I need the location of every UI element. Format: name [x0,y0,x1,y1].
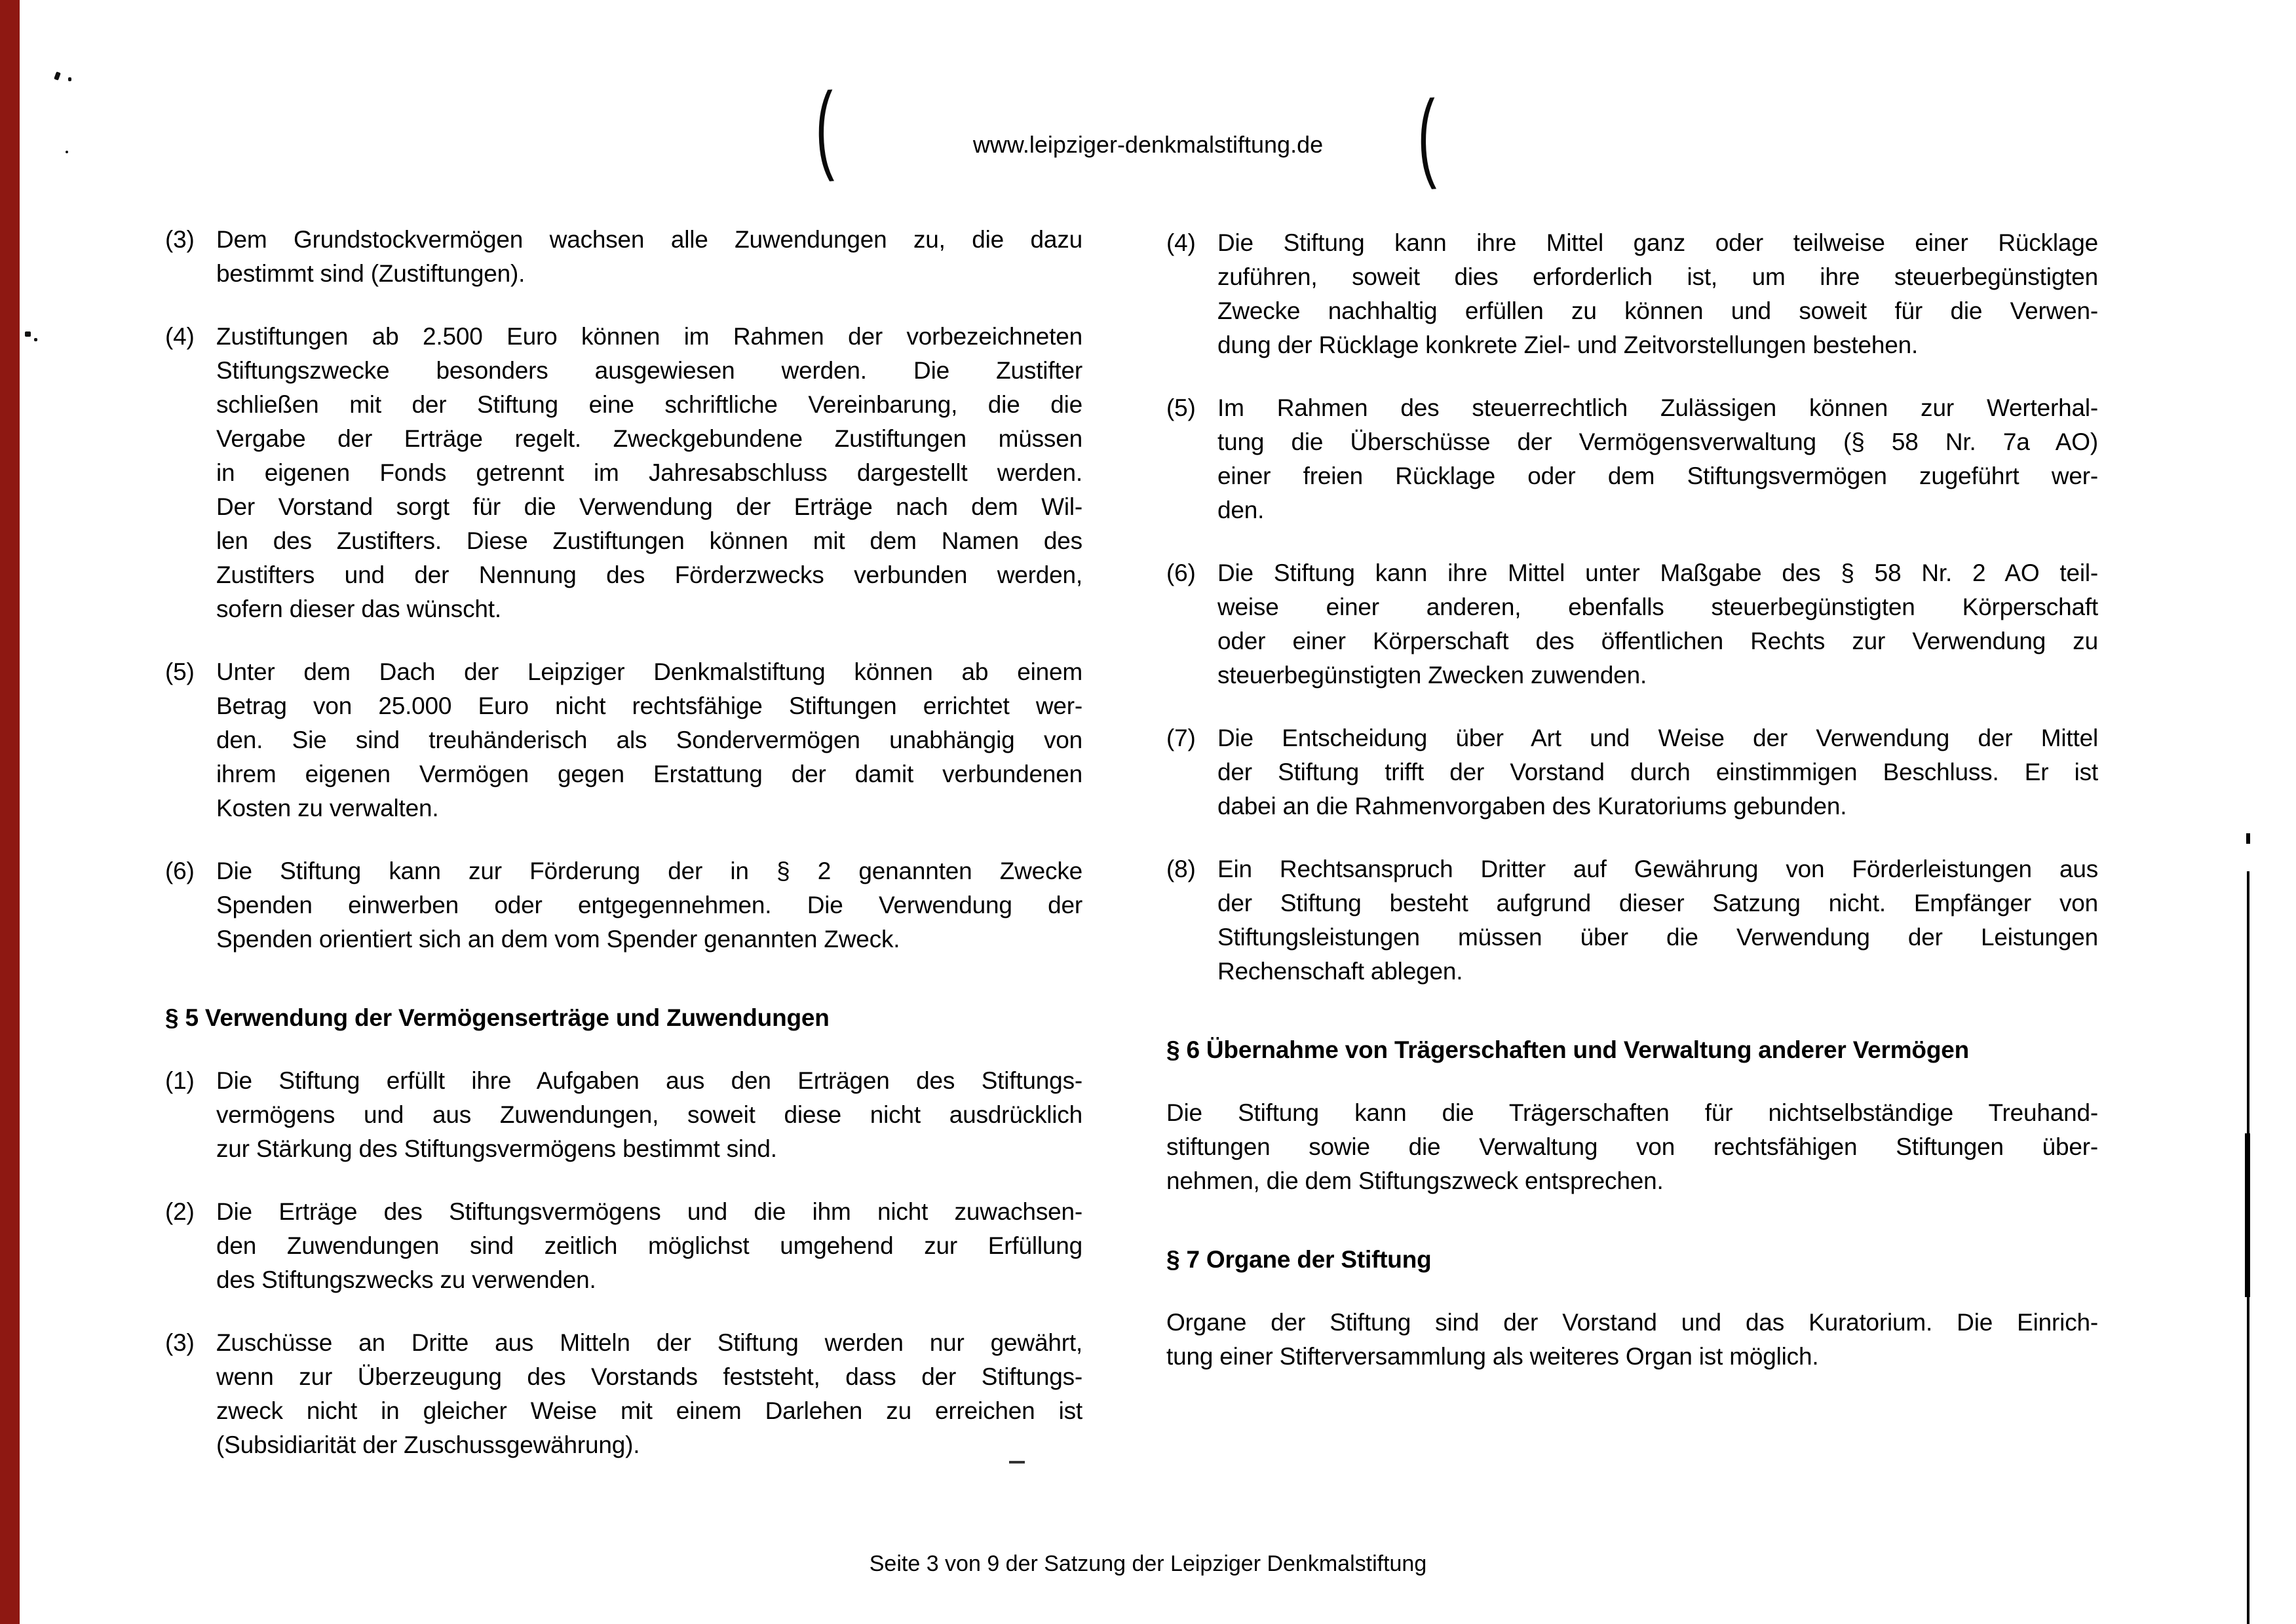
text-line: den Zuwendungen sind zeitlich möglichst umgehend zur Erfüllung [216,1232,1082,1259]
text-line: Zwecke nachhaltig erfüllen zu können und soweit für die Verwen- [1217,297,2098,324]
paragraph-number: (5) [1166,394,1196,421]
paragraph-number: (6) [165,858,195,884]
scan-speck [68,77,71,81]
text-line: Kosten zu verwalten. [216,795,439,821]
text-line: der Stiftung trifft der Vorstand durch einstimmigen Beschluss. Er ist [1217,759,2098,785]
page-footer: Seite 3 von 9 der Satzung der Leipziger Denkmalstiftung [869,1551,1427,1576]
numbered-paragraph [1166,556,2098,692]
text-line: sofern dieser das wünscht. [216,595,501,622]
scan-artifact-vertical-line-blob [2245,1133,2250,1297]
text-line: weise einer anderen, ebenfalls steuerbegünstigten Körperschaft [1217,594,2098,620]
paragraph-number: (6) [1166,559,1196,586]
numbered-paragraph [165,655,1082,825]
text-line: Die Stiftung kann zur Förderung der in § 2 genannten Zwecke [216,858,1082,884]
text-line: wenn zur Überzeugung des Vorstands feststeht, dass der Stiftungs- [216,1363,1082,1390]
right-text-column [1166,226,2098,1403]
left-text-column [165,223,1082,1491]
text-line: nehmen, die dem Stiftungszweck entsprechen. [1166,1167,1664,1194]
text-line: Unter dem Dach der Leipziger Denkmalstiftung können ab einem [216,658,1082,685]
text-line: Spenden orientiert sich an dem vom Spender genannten Zweck. [216,926,900,953]
paragraph-number: (4) [1166,229,1196,256]
text-line: Die Stiftung erfüllt ihre Aufgaben aus den Erträgen des Stiftungs- [216,1067,1082,1094]
section-heading: § 6 Übernahme von Trägerschaften und Verwaltung anderer Vermögen [1166,1036,1970,1063]
paragraph-number: (5) [165,658,195,685]
scan-edge-red-bar [0,0,20,1624]
text-line: ihrem eigenen Vermögen gegen Erstattung der damit verbundenen [216,761,1082,787]
section-heading: § 7 Organe der Stiftung [1166,1246,1432,1273]
scan-speck [1009,1461,1025,1463]
paragraph [1166,1096,2098,1198]
paragraph [1166,1306,2098,1374]
text-line: Stiftungszwecke besonders ausgewiesen werden. Die Zustifter [216,357,1082,384]
text-line: Spenden einwerben oder entgegennehmen. Die Verwendung der [216,892,1082,918]
numbered-paragraph [165,1326,1082,1462]
scan-artifact-paren-left: ( [814,71,835,183]
text-line: in eigenen Fonds getrennt im Jahresabschluss dargestellt werden. [216,459,1082,486]
text-line: Die Entscheidung über Art und Weise der Verwendung der Mittel [1217,725,2098,751]
text-line: zur Stärkung des Stiftungsvermögens bestimmt sind. [216,1135,777,1162]
scan-speck [54,71,61,81]
section-heading: § 5 Verwendung der Vermögenserträge und Zuwendungen [165,1004,830,1031]
text-line: Ein Rechtsanspruch Dritter auf Gewährung von Förderleistungen aus [1217,856,2098,882]
numbered-paragraph [165,320,1082,626]
scan-artifact-vertical-tick [2246,833,2250,844]
text-line: schließen mit der Stiftung eine schriftliche Vereinbarung, die die [216,391,1082,418]
text-line: Vergabe der Erträge regelt. Zweckgebundene Zustiftungen müssen [216,425,1082,452]
text-line: zuführen, soweit dies erforderlich ist, um ihre steuerbegünstigten [1217,263,2098,290]
text-line: dung der Rücklage konkrete Ziel- und Zeitvorstellungen bestehen. [1217,331,1919,358]
paragraph-number: (7) [1166,725,1196,751]
text-line: einer freien Rücklage oder dem Stiftungsvermögen zugeführt wer- [1217,463,2098,489]
scan-speck [25,331,31,337]
numbered-paragraph [165,1064,1082,1166]
text-line: Die Stiftung kann ihre Mittel unter Maßgabe des § 58 Nr. 2 AO teil- [1217,559,2098,586]
text-line: Zustifters und der Nennung des Förderzwecks verbunden werden, [216,561,1082,588]
text-line: den. [1217,497,1265,523]
text-line: tung die Überschüsse der Vermögensverwaltung (§ 58 Nr. 7a AO) [1217,428,2098,455]
text-line: dabei an die Rahmenvorgaben des Kuratoriums gebunden. [1217,793,1847,820]
numbered-paragraph [1166,852,2098,989]
text-line: zweck nicht in gleicher Weise mit einem Darlehen zu erreichen ist [216,1397,1082,1424]
text-line: Organe der Stiftung sind der Vorstand und das Kuratorium. Die Einrich- [1166,1309,2098,1336]
text-line: Der Vorstand sorgt für die Verwendung der Erträge nach dem Wil- [216,493,1082,520]
scan-artifact-paren-right: ( [1416,79,1437,191]
paragraph-number: (4) [165,323,195,350]
scan-speck [66,151,68,153]
numbered-paragraph [1166,226,2098,362]
paragraph-number: (2) [165,1198,195,1225]
text-line: Rechenschaft ablegen. [1217,958,1463,985]
numbered-paragraph [165,854,1082,956]
text-line: steuerbegünstigten Zwecken zuwenden. [1217,662,1647,689]
text-line: bestimmt sind (Zustiftungen). [216,260,526,287]
text-line: Die Stiftung kann die Trägerschaften für nichtselbständige Treuhand- [1166,1099,2098,1126]
text-line: (Subsidiarität der Zuschussgewährung). [216,1431,640,1458]
text-line: stiftungen sowie die Verwaltung von rechtsfähigen Stiftungen über- [1166,1133,2098,1160]
text-line: Betrag von 25.000 Euro nicht rechtsfähige Stiftungen errichtet wer- [216,692,1082,719]
text-line: len des Zustifters. Diese Zustiftungen können mit dem Namen des [216,527,1082,554]
text-line: den. Sie sind treuhänderisch als Sondervermögen unabhängig von [216,727,1082,753]
paragraph-number: (3) [165,226,195,253]
paragraph-number: (3) [165,1329,195,1356]
text-line: vermögens und aus Zuwendungen, soweit diese nicht ausdrücklich [216,1101,1082,1128]
text-line: Die Erträge des Stiftungsvermögens und die ihm nicht zuwachsen- [216,1198,1082,1225]
paragraph-number: (8) [1166,856,1196,882]
scan-speck [34,338,37,341]
text-line: Die Stiftung kann ihre Mittel ganz oder teilweise einer Rücklage [1217,229,2098,256]
text-line: oder einer Körperschaft des öffentlichen Rechts zur Verwendung zu [1217,628,2098,654]
header-url: www.leipziger-denkmalstiftung.de [972,131,1324,158]
text-line: tung einer Stifterversammlung als weiteres Organ ist möglich. [1166,1343,1819,1370]
text-line: Stiftungsleistungen müssen über die Verwendung der Leistungen [1217,924,2098,951]
numbered-paragraph [165,1195,1082,1297]
paragraph-number: (1) [165,1067,195,1094]
numbered-paragraph [1166,721,2098,823]
text-line: Dem Grundstockvermögen wachsen alle Zuwendungen zu, die dazu [216,226,1082,253]
text-line: Im Rahmen des steuerrechtlich Zulässigen können zur Werterhal- [1217,394,2098,421]
text-line: Zustiftungen ab 2.500 Euro können im Rahmen der vorbezeichneten [216,323,1082,350]
numbered-paragraph [1166,391,2098,527]
numbered-paragraph [165,223,1082,291]
text-line: Zuschüsse an Dritte aus Mitteln der Stiftung werden nur gewährt, [216,1329,1082,1356]
text-line: der Stiftung besteht aufgrund dieser Satzung nicht. Empfänger von [1217,890,2098,916]
text-line: des Stiftungszwecks zu verwenden. [216,1266,596,1293]
